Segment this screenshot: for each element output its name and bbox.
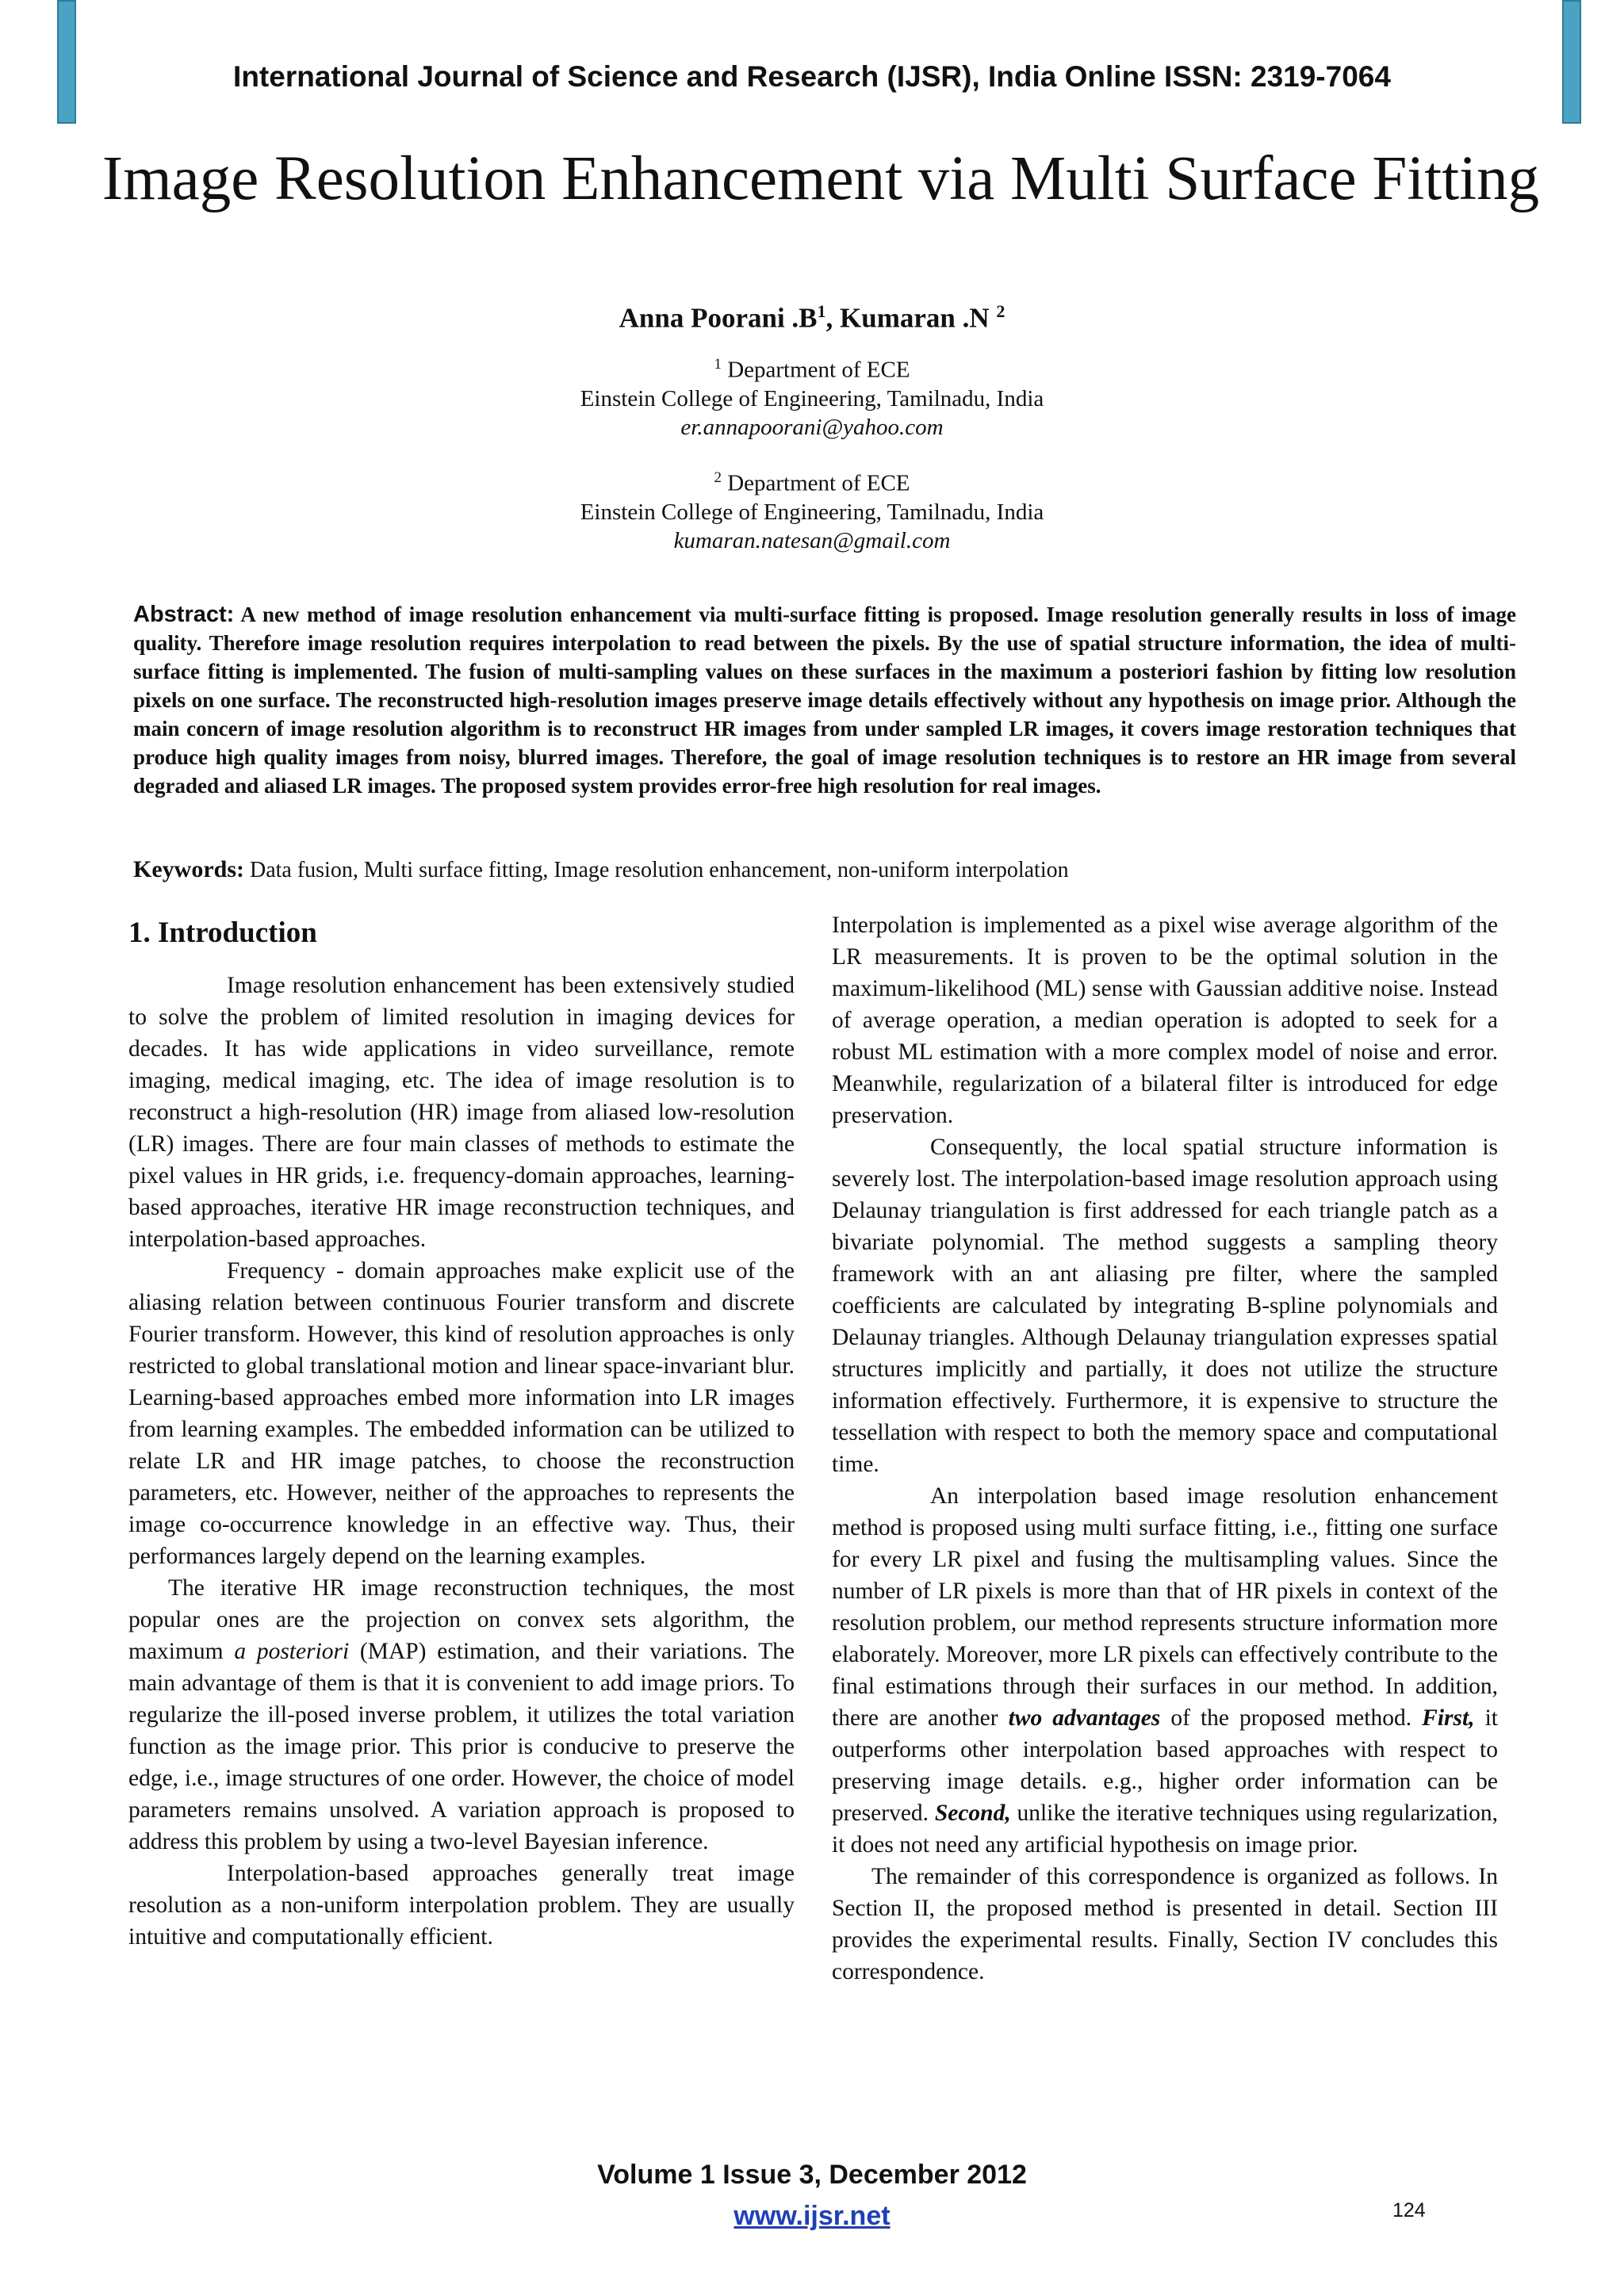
paragraph-emphasis: Second, — [934, 1800, 1011, 1826]
paragraph-text: unlike the iterative techniques using regularization, it does not need any artificial hypothesis on image prior. — [832, 1800, 1499, 1858]
paragraph-text: An interpolation based image resolution enhancement method is proposed using multi surface fitting, i.e., fitting one surface for every LR pixel and fusing the multisampling values. Since the number of LR pixels is more than that of HR pixels in context of the resolution problem, our method represents structure information more elaborately. Moreover, more LR pixels can effectively contribute to the final estimations through their surfaces in our method. In addition, there are another — [832, 1483, 1498, 1731]
affiliation-sup: 2 — [714, 469, 722, 486]
paragraph: The remainder of this correspondence is organized as follows. In Section II, the proposed method is presented in detail. Section III provides the experimental results. Finally, Section IV concludes this correspondence. — [832, 1864, 1498, 1984]
author-name: Kumaran .N — [840, 302, 990, 334]
paragraph-text: The iterative HR image reconstruction techniques, the most popular ones are the projection on convex sets algorithm, the maximum — [128, 1575, 795, 1664]
page-number: 124 — [1392, 2199, 1426, 2221]
keywords — [133, 856, 1516, 883]
keywords-text: Data fusion, Multi surface fitting, Image resolution enhancement, non-uniform interpolation — [249, 858, 1069, 882]
paragraph-text: it outperforms other interpolation based approaches with respect to preserving image details. e.g., higher order information can be preserved. — [832, 1705, 1498, 1826]
paragraph — [128, 1572, 795, 1858]
section-title: 1. Introduction — [128, 916, 317, 949]
footer-url-link[interactable]: www.ijsr.net — [733, 2201, 891, 2231]
affiliation-sup: 1 — [714, 356, 722, 373]
paragraph: Interpolation is implemented as a pixel wise average algorithm of the LR measurements. It is proven to be the optimal solution in the maximum-likelihood (ML) sense with Gaussian additive noise. Instead of average operation, a median operation is adopted to seek for a robust ML estimation with a more complex model of noise and error. Meanwhile, regularization of a bilateral filter is introduced for edge preservation. — [832, 913, 1498, 1128]
affiliation-dept: Department of ECE — [727, 357, 910, 383]
affiliation-email[interactable]: kumaran.natesan@gmail.com — [673, 527, 951, 553]
journal-header: International Journal of Science and Research (IJSR), India Online ISSN: 2319-7064 — [233, 60, 1391, 93]
author-name: Anna Poorani .B — [619, 302, 818, 334]
affiliation-1 — [0, 350, 1624, 442]
author-sup: 1 — [817, 301, 826, 321]
abstract-text: A new method of image resolution enhancement via multi-surface fitting is proposed. Image resolution generally results in loss of image quality. Therefore image resolution requires interpolation to read between the pixels. By the use of spatial structure information, the idea of multi-surface fitting is implemented. The fusion of multi-sampling values on these surfaces in the maximum a posteriori fashion by fitting low resolution pixels on one surface. The reconstructed high-resolution images preserve image details effectively without any hypothesis on image prior. Although the main concern of image resolution algorithm is to reconstruct HR images from under sampled LR images, it covers image restoration techniques that produce high quality images from noisy, blurred images. Therefore, the goal of image resolution techniques is to restore an HR image from several degraded and aliased LR images. The proposed system provides error-free high resolution for real images. — [133, 603, 1516, 798]
affiliation-2 — [0, 464, 1624, 555]
paper-title: Image Resolution Enhancement via Multi Surface Fitting — [102, 144, 1540, 213]
left-column — [128, 909, 795, 1953]
paragraph: Consequently, the local spatial structure information is severely lost. The interpolation-based image resolution approach using Delaunay triangulation is first addressed for each triangle patch as a bivariate polynomial. The method suggests a sampling theory framework with an ant aliasing pre filter, where the sampled coefficients are calculated by integrating B-spline polynomials and Delaunay triangles. Although Delaunay triangulation expresses spatial structures implicitly and partially, it does not utilize the structure information effectively. Furthermore, it is expensive to structure the tessellation with respect to both the memory space and computational time. — [832, 1135, 1498, 1477]
paragraph: Image resolution enhancement has been extensively studied to solve the problem of limited resolution in imaging devices for decades. It has wide applications in video surveillance, remote imaging, medical imaging, etc. The idea of image resolution is to reconstruct a high-resolution (HR) image from aliased low-resolution (LR) images. There are four main classes of methods to estimate the pixel values in HR grids, i.e. frequency-domain approaches, learning-based approaches, iterative HR image reconstruction techniques, and interpolation-based approaches. — [128, 973, 795, 1252]
paragraph-text: of the proposed method. — [1170, 1705, 1412, 1731]
paragraph — [832, 1480, 1498, 1861]
paragraph-emphasis: two advantages — [1008, 1705, 1161, 1731]
paragraph: Interpolation-based approaches generally treat image resolution as a non-uniform interpolation problem. They are usually intuitive and computationally efficient. — [128, 1861, 795, 1950]
affiliation-inst: Einstein College of Engineering, Tamilnadu, India — [580, 385, 1044, 411]
abstract-label: Abstract: — [133, 602, 235, 627]
right-column — [832, 909, 1498, 1988]
paragraph: Frequency - domain approaches make explicit use of the aliasing relation between continuous Fourier transform and discrete Fourier transform. However, this kind of resolution approaches is only restricted to global translational motion and linear space-invariant blur. Learning-based approaches embed more information into LR images from learning examples. The embedded information can be utilized to relate LR and HR image patches, to choose the reconstruction parameters, etc. However, neither of the approaches to represents the image co-occurrence knowledge in an effective way. Thus, their performances largely depend on the learning examples. — [128, 1258, 795, 1569]
affiliation-inst: Einstein College of Engineering, Tamilnadu, India — [580, 499, 1044, 525]
affiliation-dept: Department of ECE — [727, 470, 910, 496]
paragraph-italic: a posteriori — [234, 1639, 350, 1664]
paragraph-text: (MAP) estimation, and their variations. The main advantage of them is that it is convenient to add image priors. To regularize the ill-posed inverse problem, it utilizes the total variation function as the image prior. This prior is conducive to preserve the edge, i.e., image structures of one order. However, the choice of model parameters remains unsolved. A variation approach is proposed to address this problem by using a two-level Bayesian inference. — [128, 1639, 795, 1854]
paragraph-emphasis: First, — [1422, 1705, 1475, 1731]
author-sup: 2 — [996, 301, 1005, 321]
keywords-label: Keywords: — [133, 856, 244, 882]
author-line: Anna Poorani $.B^1$, Kumaran .N $^2$ — [619, 301, 1005, 334]
affiliation-email[interactable]: er.annapoorani@yahoo.com — [680, 414, 944, 440]
footer-volume: Volume 1 Issue 3, December 2012 — [597, 2160, 1027, 2190]
abstract — [133, 600, 1516, 800]
